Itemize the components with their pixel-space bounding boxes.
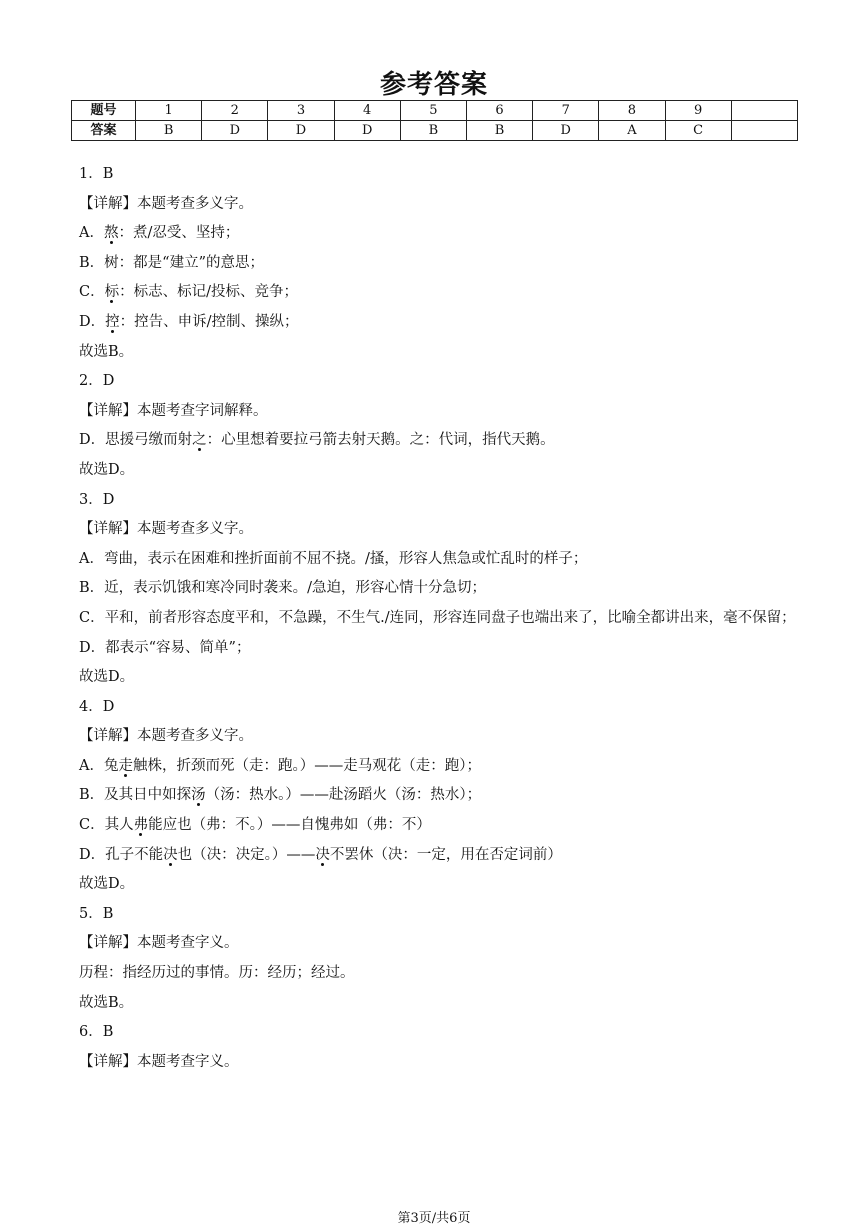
emphasis-text: 汤: [191, 787, 206, 804]
text-segment: D．孔子不能: [79, 846, 164, 863]
table-cell: [731, 121, 797, 141]
text-segment: 3．D: [79, 491, 115, 508]
table-cell: 2: [202, 101, 268, 121]
text-line: [79, 900, 799, 930]
text-segment: C．其人: [79, 817, 134, 834]
text-line: [79, 722, 799, 752]
text-line: [79, 219, 799, 249]
text-segment: 历程：指经历过的事情。历：经历；经过。: [79, 965, 355, 982]
text-segment: 2．D: [79, 373, 115, 390]
text-segment: 故选D。: [79, 461, 135, 478]
text-segment: 能应也（弗：不。）——自愧弗如（弗：不）: [148, 817, 431, 834]
text-line: [79, 338, 799, 368]
table-cell: [731, 101, 797, 121]
text-segment: 【详解】本题考查字词解释。: [79, 402, 268, 419]
text-segment: 故选D。: [79, 876, 135, 893]
page-title: 参考答案: [379, 70, 488, 100]
text-segment: 故选B。: [79, 343, 134, 360]
text-segment: D．都表示“容易、简单”；: [79, 639, 251, 656]
text-line: [79, 929, 799, 959]
text-line: [79, 693, 799, 723]
text-line: [79, 574, 799, 604]
table-cell: A: [599, 121, 665, 141]
text-line: [79, 811, 799, 841]
text-line: [79, 367, 799, 397]
text-line: [79, 634, 799, 664]
answer-explanations: [79, 160, 799, 1077]
text-line: [79, 604, 799, 634]
table-cell: 1: [136, 101, 202, 121]
text-segment: （汤：热水。）——赴汤蹈火（汤：热水）；: [205, 787, 482, 804]
text-line: [79, 663, 799, 693]
emphasis-text: 走: [118, 757, 133, 774]
table-cell: D: [202, 121, 268, 141]
emphasis-text: 决: [315, 846, 330, 863]
table-cell: B: [466, 121, 532, 141]
text-line: [79, 1018, 799, 1048]
text-line: [79, 545, 799, 575]
emphasis-text: 决: [163, 846, 178, 863]
text-line: [79, 249, 799, 279]
table-cell: B: [400, 121, 466, 141]
text-segment: 1．B: [79, 166, 114, 182]
table-cell: 5: [400, 101, 466, 121]
text-segment: 【详解】本题考查多义字。: [79, 728, 253, 745]
text-segment: ：煮/忍受、坚持；: [118, 225, 240, 242]
table-cell: 8: [599, 101, 665, 121]
text-line: [79, 160, 799, 190]
emphasis-text: 弗: [133, 817, 149, 834]
text-line: [79, 781, 799, 811]
page-footer: 第3页/共6页: [397, 1211, 471, 1226]
text-line: [79, 278, 799, 308]
table-cell: D: [533, 121, 599, 141]
table-row-numbers: [72, 101, 798, 121]
table-header-answer: 答案: [72, 121, 136, 141]
emphasis-text: 控: [105, 313, 120, 330]
table-cell: D: [268, 121, 334, 141]
text-segment: C．: [79, 284, 105, 301]
text-segment: 【详解】本题考查字义。: [79, 1053, 239, 1070]
text-line: [79, 190, 799, 220]
text-line: [79, 426, 799, 456]
text-segment: 故选D。: [79, 669, 135, 686]
table-cell: B: [136, 121, 202, 141]
text-segment: A．: [79, 225, 104, 242]
table-cell: 4: [334, 101, 400, 121]
answer-table: [71, 100, 798, 141]
text-line: [79, 959, 799, 989]
text-segment: D．思援弓缴而射: [79, 432, 193, 449]
text-segment: D．: [79, 313, 106, 330]
text-segment: ：控告、申诉/控制、操纵；: [119, 313, 299, 330]
text-line: [79, 397, 799, 427]
text-segment: 4．D: [79, 698, 115, 715]
text-segment: A．兔: [79, 757, 119, 774]
text-segment: 也（决：决定。）——: [177, 846, 316, 863]
text-line: [79, 752, 799, 782]
text-line: [79, 456, 799, 486]
text-segment: 【详解】本题考查多义字。: [79, 195, 253, 212]
text-segment: 6．B: [79, 1024, 114, 1041]
text-line: [79, 486, 799, 516]
text-segment: 故选B。: [79, 994, 134, 1011]
table-cell: 9: [665, 101, 731, 121]
text-segment: A．弯曲，表示在困难和挫折面前不屈不挠。/搔，形容人焦急或忙乱时的样子；: [79, 550, 588, 567]
table-cell: C: [665, 121, 731, 141]
text-line: [79, 1048, 799, 1078]
emphasis-text: 熬: [103, 225, 119, 242]
text-segment: 触株，折颈而死（走：跑。）——走马观花（走：跑）；: [132, 757, 481, 774]
text-segment: B．树：都是“建立”的意思；: [79, 254, 264, 271]
table-cell: 6: [466, 101, 532, 121]
emphasis-text: 之: [192, 432, 207, 449]
text-segment: 5．B: [79, 905, 114, 922]
text-segment: 【详解】本题考查字义。: [79, 935, 239, 952]
table-cell: 7: [533, 101, 599, 121]
table-header-number: 题号: [72, 101, 136, 121]
text-segment: 【详解】本题考查多义字。: [79, 521, 253, 538]
table-row-answers: [72, 121, 798, 141]
text-segment: ：标志、标记/投标、竞争；: [119, 284, 298, 301]
text-segment: C．平和，前者形容态度平和，不急躁，不生气./连同，形容连同盘子也端出来了，比喻全都讲出来，毫不保留；: [79, 609, 796, 626]
text-line: [79, 308, 799, 338]
text-line: [79, 870, 799, 900]
text-segment: ：心里想着要拉弓箭去射天鹅。之：代词，指代天鹅。: [206, 432, 555, 449]
emphasis-text: 标: [104, 284, 120, 301]
text-segment: B．近，表示饥饿和寒冷同时袭来。/急迫，形容心情十分急切；: [79, 580, 487, 597]
text-line: [79, 841, 799, 871]
text-segment: 不罢休（决：一定，用在否定词前）: [329, 846, 562, 863]
table-cell: D: [334, 121, 400, 141]
text-line: [79, 515, 799, 545]
table-cell: 3: [268, 101, 334, 121]
text-segment: B．及其日中如探: [79, 787, 192, 804]
text-line: [79, 989, 799, 1019]
